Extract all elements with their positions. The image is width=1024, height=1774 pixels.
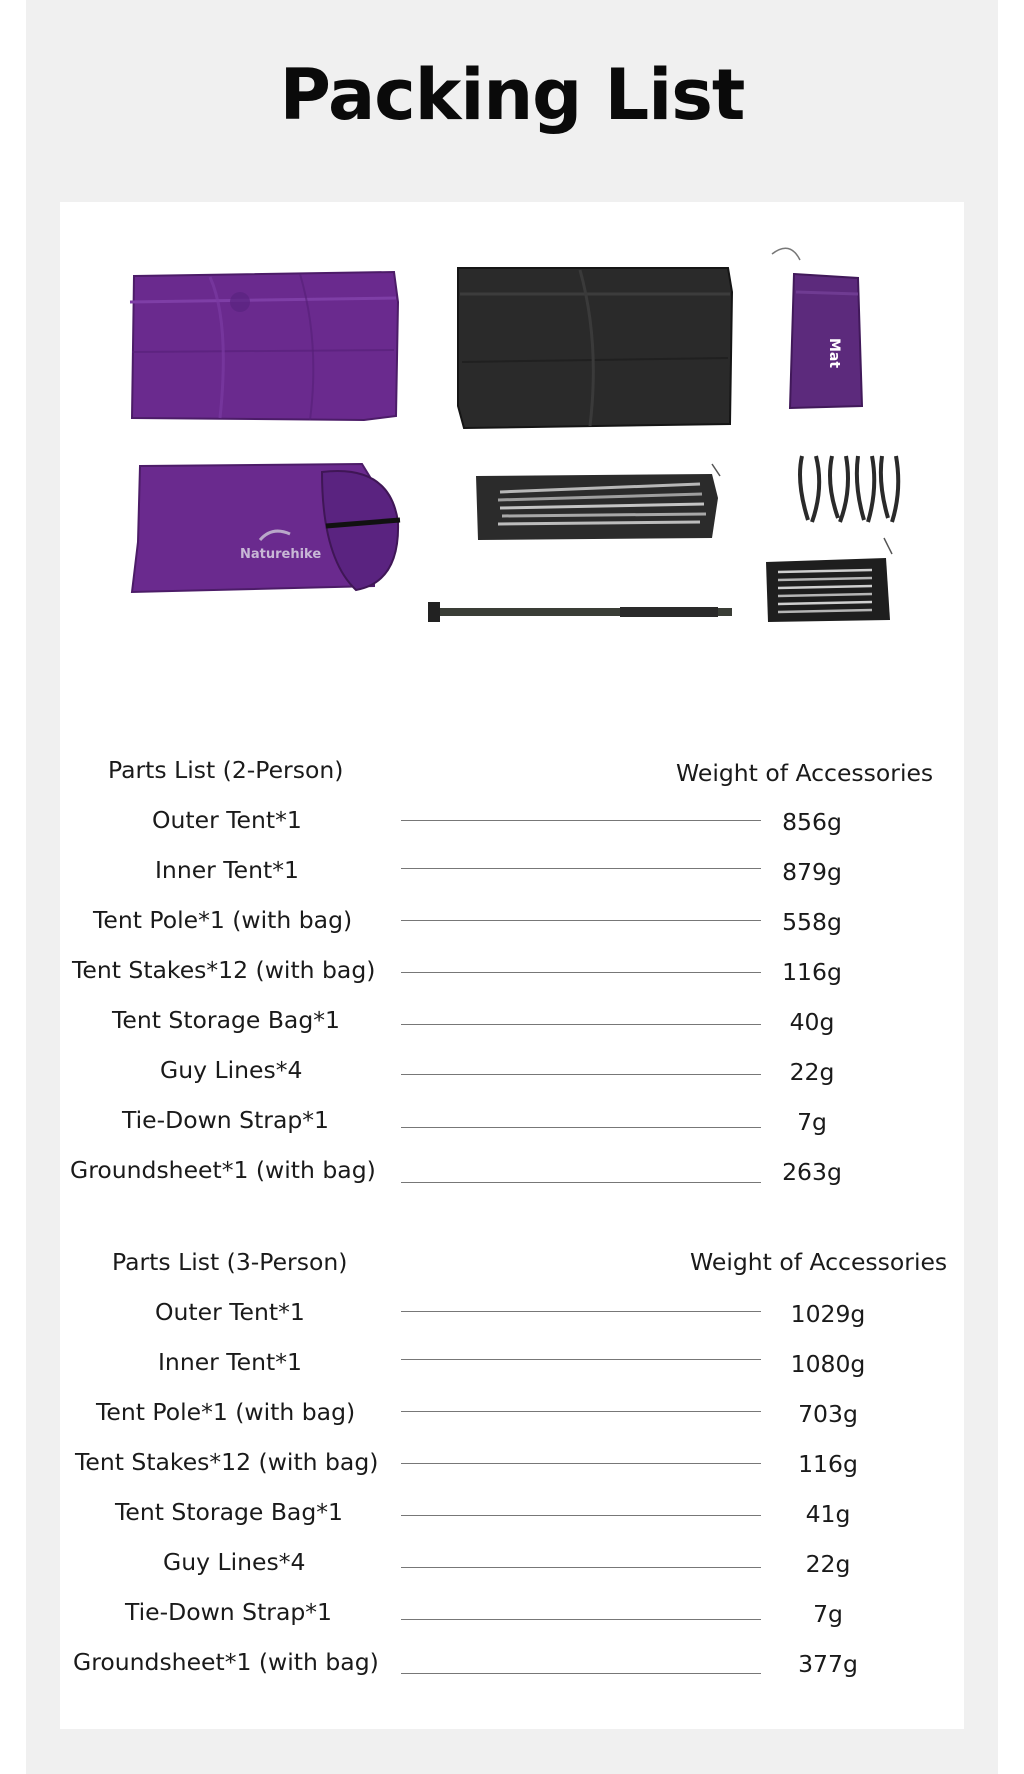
part-label: Tent Pole*1 (with bag)	[93, 906, 353, 934]
part-label: Outer Tent*1	[155, 1298, 305, 1326]
leader-line	[401, 1359, 761, 1360]
part-weight: 40g	[789, 1008, 835, 1036]
guy-lines	[800, 456, 898, 522]
leader-line	[401, 1074, 761, 1075]
part-label: Tent Storage Bag*1	[115, 1498, 343, 1526]
part-label: Guy Lines*4	[160, 1056, 303, 1084]
weight-header: Weight of Accessories	[690, 1248, 948, 1276]
leader-line	[401, 920, 761, 921]
part-weight: 116g	[798, 1450, 858, 1478]
storage-bag-brand: Naturehike	[240, 547, 322, 562]
part-weight: 7g	[797, 1108, 827, 1136]
page-title: Packing List	[279, 54, 745, 136]
part-weight: 7g	[813, 1600, 843, 1628]
weight-header: Weight of Accessories	[676, 759, 934, 787]
part-weight: 1080g	[790, 1350, 866, 1378]
leader-line	[401, 1515, 761, 1516]
part-weight: 41g	[805, 1500, 851, 1528]
part-weight: 703g	[798, 1400, 858, 1428]
leader-line	[401, 1463, 761, 1464]
leader-line	[401, 1411, 761, 1412]
leader-line	[401, 1673, 761, 1674]
part-label: Groundsheet*1 (with bag)	[70, 1156, 376, 1184]
part-label: Outer Tent*1	[152, 806, 302, 834]
leader-line	[401, 868, 761, 869]
part-weight: 558g	[782, 908, 842, 936]
part-weight: 377g	[798, 1650, 858, 1678]
part-weight: 22g	[805, 1550, 851, 1578]
leader-line	[401, 1311, 761, 1312]
leader-line	[401, 1182, 761, 1183]
part-weight: 263g	[782, 1158, 842, 1186]
tent-storage-bag	[132, 464, 400, 592]
leader-line	[401, 972, 761, 973]
parts-list-header: Parts List (3-Person)	[112, 1248, 348, 1276]
part-weight: 879g	[782, 858, 842, 886]
part-label: Tie-Down Strap*1	[125, 1598, 332, 1626]
part-label: Groundsheet*1 (with bag)	[73, 1648, 379, 1676]
parts-list-header: Parts List (2-Person)	[108, 756, 344, 784]
part-label: Guy Lines*4	[163, 1548, 306, 1576]
tent-pole-bag	[476, 464, 720, 540]
part-weight: 22g	[789, 1058, 835, 1086]
part-label: Tent Pole*1 (with bag)	[96, 1398, 356, 1426]
mat-stuff-sack	[772, 248, 862, 408]
part-label: Inner Tent*1	[158, 1348, 302, 1376]
folded-black-fabric	[458, 268, 732, 428]
part-label: Tie-Down Strap*1	[122, 1106, 329, 1134]
leader-line	[401, 820, 761, 821]
product-photo	[60, 202, 964, 672]
part-label: Tent Stakes*12 (with bag)	[75, 1448, 379, 1476]
tie-down-strap	[428, 602, 732, 622]
mat-bag-label: Mat	[826, 338, 842, 369]
part-weight: 1029g	[790, 1300, 866, 1328]
leader-line	[401, 1024, 761, 1025]
part-label: Tent Storage Bag*1	[112, 1006, 340, 1034]
leader-line	[401, 1567, 761, 1568]
part-label: Tent Stakes*12 (with bag)	[72, 956, 376, 984]
part-weight: 856g	[782, 808, 842, 836]
part-weight: 116g	[782, 958, 842, 986]
leader-line	[401, 1619, 761, 1620]
folded-outer-tent	[130, 272, 398, 420]
tent-stakes-bag	[766, 538, 892, 622]
leader-line	[401, 1127, 761, 1128]
part-label: Inner Tent*1	[155, 856, 299, 884]
